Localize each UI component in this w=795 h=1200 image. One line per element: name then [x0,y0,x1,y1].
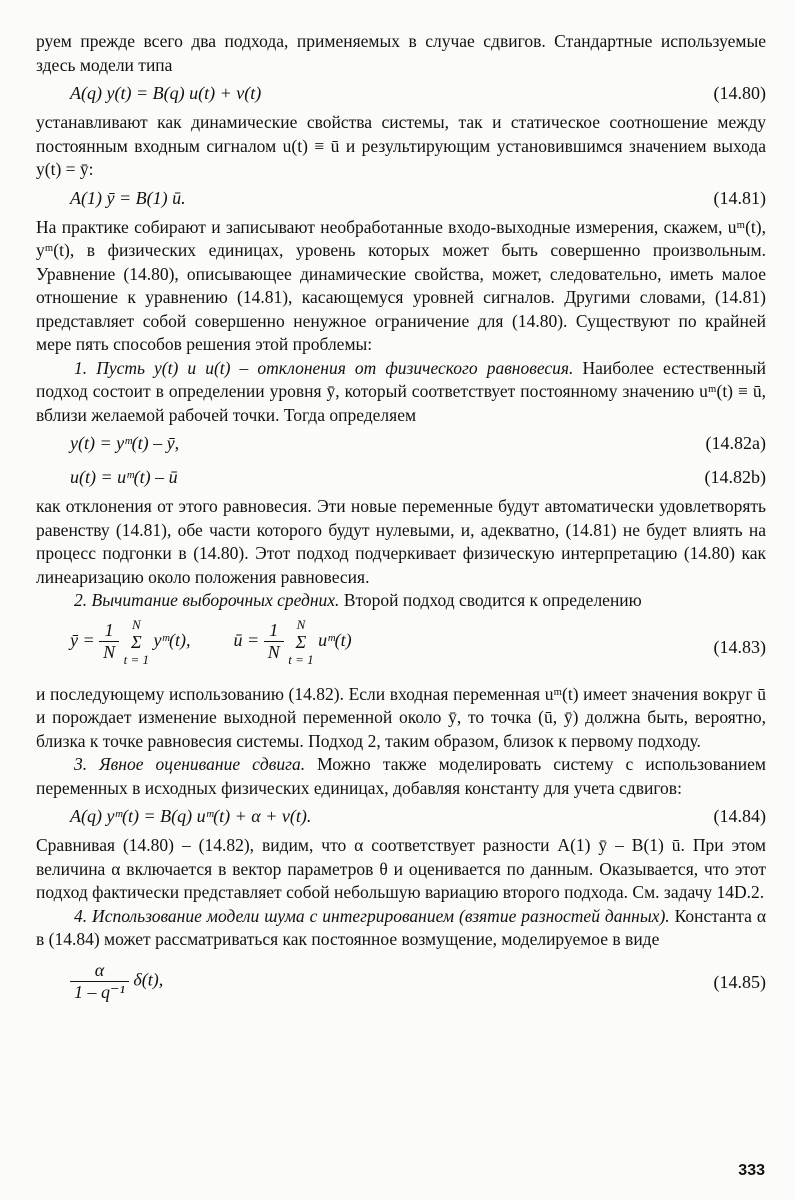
equation-number: (14.84) [713,806,766,826]
paragraph: как отклонения от этого равновесия. Эти новые переменные будут автоматически удовлетворять равенству (14.81), обе части которого будут нулевыми, и, адекватно, (14.81) не будет влиять на процесс подгонки в (14.80). Этот подход подчеркивает физическую интерпретацию (14.80) как линеаризацию около положения равновесия. [36,496,766,587]
u-term: uᵐ(t) [318,629,352,650]
ubar-label: ū = [233,629,260,650]
list-item-4 [36,905,766,952]
fraction: $\frac{1}{N}$ [99,620,119,663]
fraction: $\frac{1}{N}$ [264,620,284,663]
y-term: yᵐ(t), [153,629,191,650]
item-text: Наиболее естественный подход состоит в определении уровня ȳ, который соответствует постоянному значению uᵐ(t) ≡ ū, вблизи желаемой рабочей точки. Тогда определяем [36,357,767,425]
paragraph: Сравнивая (14.80) – (14.82), видим, что α соответствует разности A(1) ȳ – B(1) ū. При этом величина α включается в вектор параметров θ и оценивается по данным. Оказывается, что этот подход фактически представляет собой небольшую вариацию второго подхода. См. задачу 14D.2. [36,835,766,902]
item-text: Можно также моделировать систему с использованием переменных в исходных физических единицах, добавляя константу для учета сдвигов: [36,754,766,798]
equation-formula: u(t) = uᵐ(t) – ū [70,467,178,487]
equation-14-83 [36,613,766,683]
paragraph: На практике собирают и записывают необработанные входо-выходные измерения, скажем, uᵐ(t), yᵐ(t), в физических единицах, уровень которых может быть совершенно произвольным. Уравнение (14.80), описывающее динамические свойства, может, следовательно, иметь малое отношение к уравнению (14.81), касающемуся уровней сигналов. Другими словами, (14.81) представляет собой совершенно ненужное ограничение для (14.80). Существуют по крайней мере пять способов решения этой проблемы: [36,216,766,354]
equation-formula [70,960,163,1003]
list-item-3 [36,753,766,800]
equation-formula: y(t) = yᵐ(t) – ȳ, [70,433,180,453]
paragraph: и последующему использованию (14.82). Если входная переменная uᵐ(t) имеет значения вокруг ū и порождает изменение выходной переменной около ȳ, то точка (ū, ȳ) должна быть, вероятно, близка к точке равновесия системы. Подход 2, таким образом, близок к первому подходу. [36,683,766,751]
item-title: 1. Пусть y(t) и u(t) – отклонения от физического равновесия. [74,357,574,378]
list-item-2 [36,589,766,613]
item-title: 4. Использование модели шума с интегрированием (взятие разностей данных). [74,905,670,926]
paragraph: руем прежде всего два подхода, применяемых в случае сдвигов. Стандартные используемые здесь модели типа [36,31,766,75]
equation-number: (14.83) [713,636,766,657]
equation-formula [70,617,352,667]
page-number: 333 [738,1162,765,1179]
sum-operator: N Σ t = 1 [123,616,150,667]
equation-number: (14.85) [713,971,766,992]
item-title: 2. Вычитание выборочных средних. [74,590,340,610]
delta-term: δ(t), [133,969,164,990]
item-text: Второй подход сводится к определению [343,590,642,610]
sum-operator: N Σ t = 1 [288,616,314,667]
equation-number: (14.82b) [704,467,766,487]
equation-formula: A(1) ȳ = B(1) ū. [70,187,186,208]
page-body [36,30,766,1022]
equation-14-80 [36,77,766,111]
item-title: 3. Явное оценивание сдвига. [74,754,306,774]
equation-formula: A(q) y(t) = B(q) u(t) + v(t) [70,83,262,103]
equation-14-82a [36,427,766,461]
equation-number: (14.80) [713,83,766,103]
equation-number: (14.82a) [705,433,766,453]
equation-14-84 [36,800,766,834]
paragraph: устанавливают как динамические свойства системы, так и статическое соотношение между постоянным входным сигналом u(t) ≡ ū и результирующим установившимся значением выхода y(t) = ȳ: [36,112,766,179]
ybar-label: ȳ = [70,629,95,650]
item-text: Константа α в (14.84) может рассматриваться как постоянное возмущение, моделируемое в виде [36,905,767,949]
equation-14-82b [36,461,766,495]
equation-14-85 [36,952,766,1022]
fraction: $\frac{\alpha}{\text{1 – q⁻¹}}$ [70,960,129,1003]
equation-formula: A(q) yᵐ(t) = B(q) uᵐ(t) + α + v(t). [70,806,312,826]
list-item-1 [36,357,766,428]
equation-number: (14.81) [713,187,766,208]
equation-14-81 [36,182,766,216]
